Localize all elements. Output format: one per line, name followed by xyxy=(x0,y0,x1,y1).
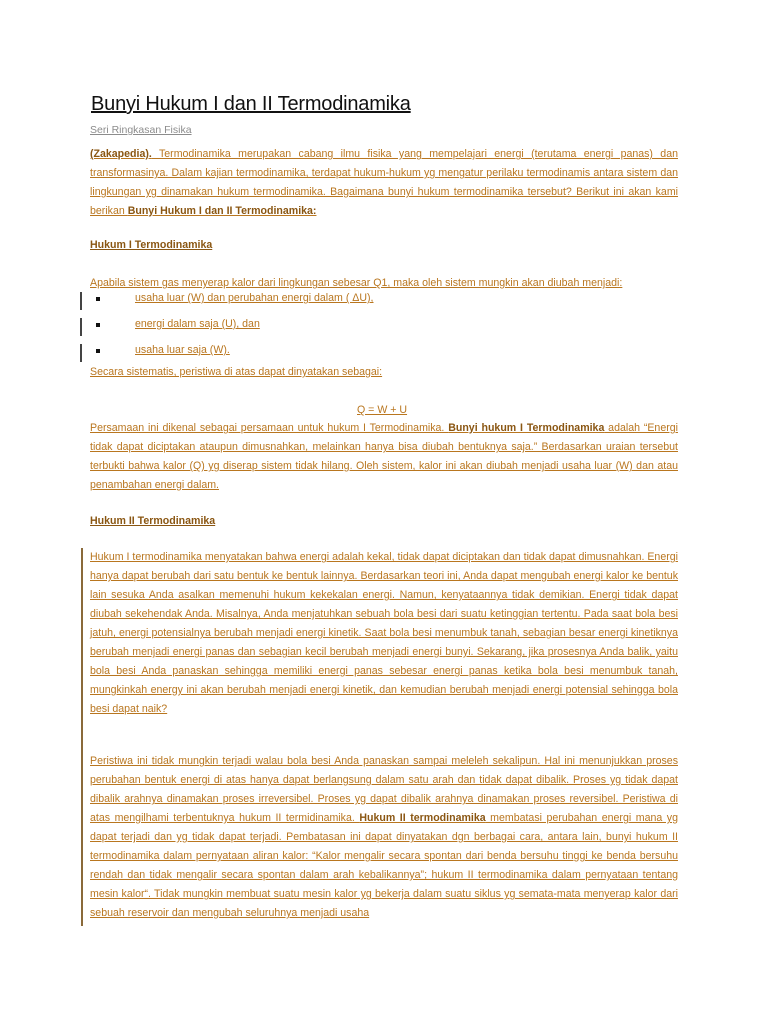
law2-para2-bold: Hukum II termodinamika xyxy=(359,812,486,824)
list-item xyxy=(80,291,580,317)
intro-source: (Zakapedia). xyxy=(90,148,152,160)
bullet-icon xyxy=(96,323,100,327)
margin-bar xyxy=(80,292,82,310)
bullet-text[interactable]: usaha luar (W) dan perubahan energi dalam ( ΔU), xyxy=(135,292,374,304)
law2-para2-end: membatasi perubahan energi mana yg dapat terjadi dan yg tidak dapat terjadi. Pembatasan ini dapat dinyatakan dgn berbagai cara, antara lain, bunyi hukum II termodinamika dalam pernyataan aliran kalor: “Kalor mengalir secara spontan dari benda bersuhu tinggi ke benda bersuhu rendah dan tidak mengalir secara spontan dalam arah kebalikannya”; hukum II termodinamika dalam pernyataan tentang mesin kalor“. Tidak mungkin membuat suatu mesin kalor yg bekerja dalam suatu siklus yg semata-mata menyerap kalor dari sebuah reservoir dan mengubah seluruhnya menjadi usaha xyxy=(90,812,678,919)
bullet-text[interactable]: usaha luar saja (W). xyxy=(135,344,230,356)
law1-bullet-list xyxy=(80,291,580,369)
law2-heading[interactable]: Hukum II Termodinamika xyxy=(90,515,216,527)
law2-paragraph-1[interactable]: Hukum I termodinamika menyatakan bahwa energi adalah kekal, tidak dapat diciptakan dan tidak dapat dimusnahkan. Energi hanya dapat berubah dari satu bentuk ke bentuk lainnya. Berdasarkan teori ini, Anda dapat mengubah energi kalor ke bentuk lain sesuka Anda asalkan memenuhi hukum kekekalan energi. Namun, kenyataannya tidak demikian. Energi tidak dapat diubah sekehendak Anda. Misalnya, Anda menjatuhkan sebuah bola besi dari suatu ketinggian tertentu. Pada saat bola besi jatuh, energi potensialnya berubah menjadi energi kinetik. Saat bola besi menumbuk tanah, sebagian besar energi kinetiknya berubah menjadi energi panas dan sebagian kecil berubah menjadi energi bunyi. Sekarang, jika prosesnya Anda balik, yaitu bola besi Anda panaskan sehingga memiliki energi panas sebesar energi panas ketika bola besi menumbuk tanah, mungkinkah energy ini akan berubah menjadi energi kinetik, dan kemudian berubah menjadi energi potensial sehingga bola besi dapat naik? xyxy=(90,551,678,715)
law1-lead[interactable]: Apabila sistem gas menyerap kalor dari lingkungan sebesar Q1, maka oleh sistem mungkin akan diubah menjadi: xyxy=(90,277,623,289)
list-item xyxy=(80,317,580,343)
bullet-icon xyxy=(96,349,100,353)
bullet-icon xyxy=(96,297,100,301)
page-title: Bunyi Hukum I dan II Termodinamika xyxy=(91,93,411,115)
law1-paragraph[interactable] xyxy=(90,419,678,495)
law2-para2-start: Peristiwa ini tidak mungkin terjadi walau bola besi Anda panaskan sampai meleleh sekalipun. Hal ini menunjukkan proses perubahan bentuk energi di atas hanya dapat berlangsung dalam satu arah dan tidak dapat dibalik. Proses yg tidak dapat dibalik arahnya dinamakan proses irreversibel. Proses yg dapat dibalik arahnya dinamakan proses reversibel. Peristiwa di atas mengilhami terbentuknya hukum II termidinamika. xyxy=(90,755,678,824)
margin-bar xyxy=(80,344,82,362)
intro-paragraph[interactable] xyxy=(90,145,678,221)
law1-systematic[interactable]: Secara sistematis, peristiwa di atas dapat dinyatakan sebagai: xyxy=(90,366,383,378)
margin-bar xyxy=(80,318,82,336)
law1-para-end: adalah “Energi tidak dapat diciptakan ataupun dimusnahkan, melainkan hanya bisa diubah bentuknya saja.” Berdasarkan uraian tersebut terbukti bahwa kalor (Q) yg diserap sistem tidak hilang. Oleh sistem, kalor ini akan diubah menjadi usaha luar (W) dan atau penambahan energi dalam. xyxy=(90,422,678,491)
margin-bar xyxy=(81,548,83,926)
intro-bold: Bunyi Hukum I dan II Termodinamika: xyxy=(127,205,317,217)
subtitle-link[interactable]: Seri Ringkasan Fisika xyxy=(90,124,192,136)
law2-paragraph-2[interactable] xyxy=(90,752,678,923)
intro-text: Termodinamika merupakan cabang ilmu fisika yang mempelajari energi (terutama energi panas) dan transformasinya. Dalam kajian termodinamika, terdapat hukum-hukum yg mengatur perilaku termodinamis antara sistem dan lingkungan yg dinamakan hukum termodinamika. Bagaimana bunyi hukum termodinamika tersebut? Berikut ini akan kami berikan xyxy=(90,148,678,217)
law1-heading[interactable]: Hukum I Termodinamika xyxy=(90,239,213,251)
bullet-text[interactable]: energi dalam saja (U), dan xyxy=(135,318,260,330)
law1-para-start: Persamaan ini dikenal sebagai persamaan untuk hukum I Termodinamika. xyxy=(90,422,449,434)
law1-formula[interactable]: Q = W + U xyxy=(357,404,408,416)
law1-para-bold: Bunyi hukum I Termodinamika xyxy=(448,422,605,434)
